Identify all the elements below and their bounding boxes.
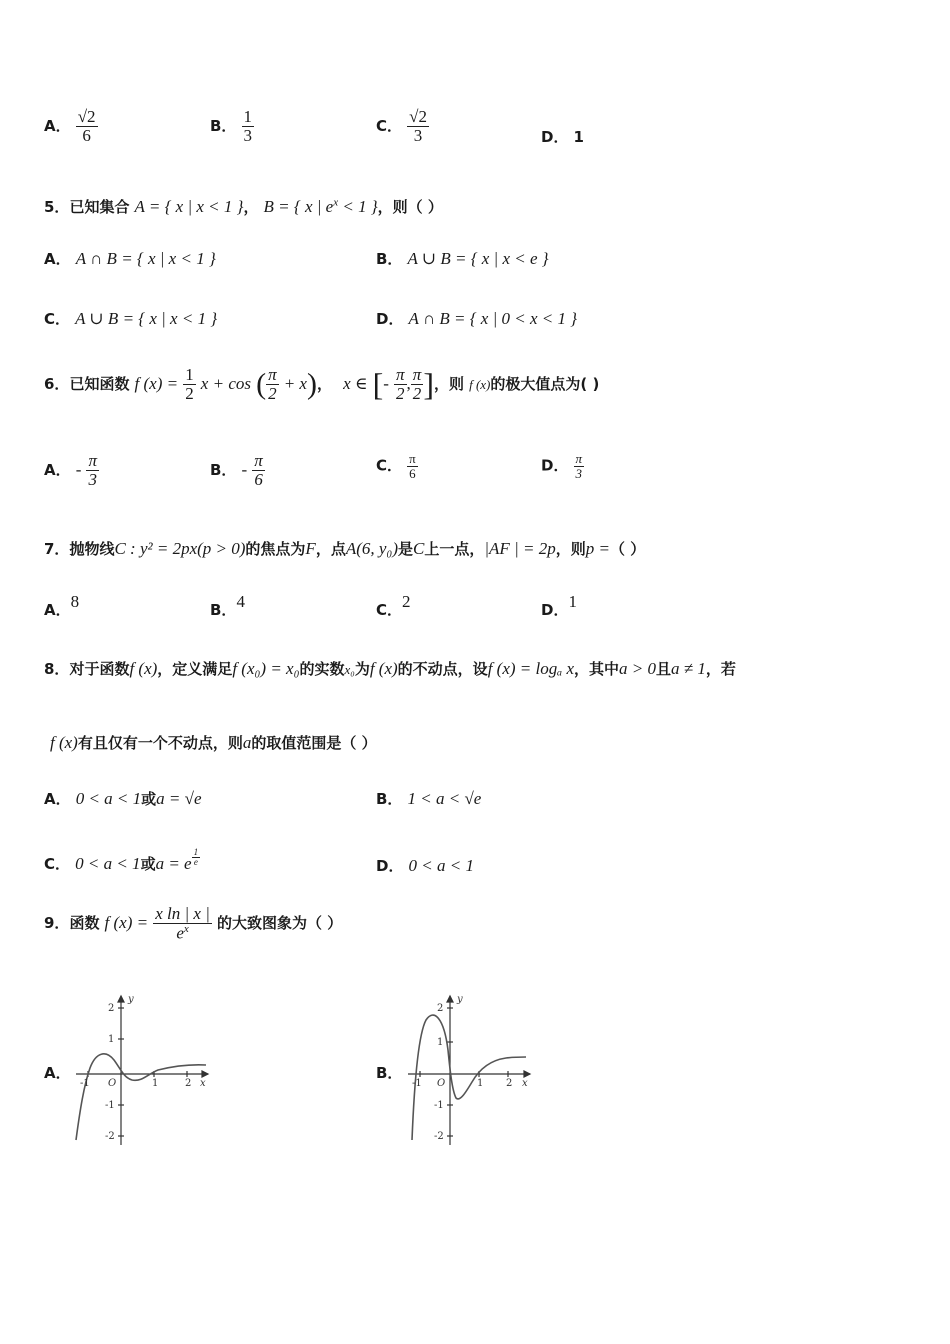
option-label: D．	[541, 128, 569, 146]
question-number: 9．	[44, 914, 70, 933]
q7-option-a[interactable]: A．8	[44, 592, 80, 619]
svg-text:2: 2	[506, 1078, 513, 1089]
question-number: 8．	[44, 660, 70, 678]
y-arrow	[447, 996, 453, 1002]
option-expr: A ∪ B = { x | x < e }	[407, 249, 549, 268]
q4-option-c[interactable]	[376, 108, 429, 145]
svg-text:-1: -1	[412, 1078, 422, 1089]
fraction: $\frac{√2}{6}$	[77, 107, 96, 145]
option-label: B．	[376, 790, 403, 808]
q4-option-a[interactable]	[44, 108, 98, 145]
fraction: $\frac{\pi}{2}$	[396, 365, 405, 403]
option-label: D．	[541, 456, 569, 475]
fraction: $\frac{\pi}{3}$	[88, 451, 97, 489]
y-arrow	[118, 996, 124, 1002]
graph-a[interactable]	[68, 990, 218, 1150]
q7-option-b[interactable]: B．4	[210, 592, 245, 619]
svg-text:-1: -1	[80, 1078, 90, 1089]
question-number: 5．	[44, 198, 70, 216]
option-expr: A ∩ B = { x | x < 1 }	[75, 249, 216, 268]
fraction: $\frac{\pi}{2}$	[412, 365, 422, 403]
q9-option-a[interactable]	[44, 1062, 71, 1083]
q8-stem: 8．对于函数f (x)，定义满足f (x₀) = x₀的实数x₀为f (x)的不动点，设f (x) = logₐ x，其中a > 0且a ≠ 1，若	[44, 659, 736, 678]
option-label: C．	[376, 116, 403, 135]
fraction: $\frac{\pi}{3}$	[575, 451, 583, 481]
fraction: $\frac{\pi}{2}$	[268, 365, 277, 403]
option-label: D．	[541, 601, 569, 619]
q4-option-d[interactable]	[541, 126, 584, 147]
option-label: C．	[44, 310, 71, 328]
svg-text:-2: -2	[434, 1131, 444, 1142]
q7-option-c[interactable]: C．2	[376, 592, 411, 619]
option-value: 1	[573, 128, 584, 146]
q8-stem-line2: f (x)有且仅有一个不动点，则a的取值范围是（ ）	[50, 733, 377, 752]
svg-text:2: 2	[437, 1003, 444, 1014]
option-label: D．	[376, 310, 404, 328]
fraction: $\frac{1}{3}$	[243, 107, 253, 145]
option-expr: A ∩ B = { x | 0 < x < 1 }	[408, 309, 578, 328]
svg-text:1: 1	[437, 1037, 444, 1048]
q6-option-c[interactable]	[376, 452, 418, 480]
option-label: A．	[44, 116, 71, 135]
question-number: 6．	[44, 375, 70, 393]
option-label: A．	[44, 1064, 71, 1082]
svg-text:2: 2	[108, 1003, 115, 1014]
q8-option-a[interactable]: A． 0 < a < 1或a = √e	[44, 789, 202, 808]
svg-text:1: 1	[477, 1078, 484, 1089]
option-label: B．	[376, 1064, 403, 1082]
q6-option-a[interactable]: A． - $\frac{\pi}{3}$	[44, 451, 97, 489]
q5-option-c[interactable]	[44, 308, 217, 329]
option-label: A．	[44, 790, 71, 808]
fraction: $\frac{\pi}{6}$	[254, 451, 263, 489]
q8-option-c[interactable]: C． 0 < a < 1或a = e $\frac{1}{e}$	[44, 847, 199, 873]
graph-b[interactable]	[402, 990, 552, 1150]
svg-text:y: y	[457, 994, 463, 1005]
q7-stem: 7．抛物线C : y² = 2px(p > 0)的焦点为F，点A(6, y₀)是C上一点，|AF | = 2p，则p =（ ）	[44, 539, 646, 558]
svg-text:x: x	[522, 1078, 528, 1089]
svg-text:O: O	[108, 1078, 117, 1089]
svg-text:-2: -2	[105, 1131, 115, 1142]
q5-option-a[interactable]	[44, 248, 216, 269]
q5-option-d[interactable]	[376, 308, 577, 329]
fraction: $\frac{√2}{3}$	[409, 107, 427, 145]
set-a: A = { x | x < 1 }	[134, 197, 244, 216]
fraction: $\frac{\pi}{6}$	[409, 451, 416, 481]
option-label: A．	[44, 460, 71, 479]
q6-stem: 6．已知函数 f (x) = $\frac{1}{2}$ x + cos ( $\frac{\pi}{2}$ + x)， x ∈ [- $\frac{\pi}{2}$ , $\frac{\pi}{2}$ ]，则 f (x)的极大值点为( )	[44, 365, 600, 403]
q4-option-b[interactable]	[210, 108, 254, 145]
question-number: 7．	[44, 540, 70, 558]
q9-stem: 9．函数 f (x) = $\frac{\text{x ln | x |}}{e^x}$ 的大致图象为（ ）	[44, 904, 343, 943]
option-label: B．	[210, 116, 237, 135]
option-label: B．	[210, 601, 237, 619]
fraction: $\frac{1}{2}$	[185, 365, 194, 403]
exponent-fraction: $\frac{1}{e}$	[193, 847, 199, 868]
option-label: A．	[44, 250, 71, 268]
svg-text:O: O	[437, 1078, 446, 1089]
option-label: C．	[376, 456, 403, 475]
q8-option-d[interactable]: D． 0 < a < 1	[376, 856, 474, 875]
q5-stem: 5．已知集合 A = { x | x < 1 }， B = { x | $e^x < 1$ }，则（ ）	[44, 196, 443, 216]
fraction: $\frac{\text{x ln | x |}}{e^x}$	[155, 904, 210, 943]
q6-option-b[interactable]: B． - $\frac{\pi}{6}$	[210, 451, 263, 489]
option-label: B．	[376, 250, 403, 268]
option-label: C．	[44, 855, 71, 873]
x-arrow	[202, 1071, 208, 1077]
svg-text:2: 2	[185, 1078, 192, 1089]
set-b: B = { x | $e^x < 1$ }	[263, 196, 378, 216]
curve	[76, 1054, 206, 1140]
option-label: D．	[376, 857, 404, 875]
option-expr: A ∪ B = { x | x < 1 }	[75, 309, 218, 328]
option-label: A．	[44, 601, 71, 619]
svg-text:1: 1	[108, 1034, 115, 1045]
svg-text:-1: -1	[434, 1100, 444, 1111]
q8-option-b[interactable]: B． 1 < a < √e	[376, 789, 482, 808]
q9-option-b[interactable]	[376, 1062, 402, 1083]
svg-text:1: 1	[152, 1078, 159, 1089]
q7-option-d[interactable]: D．1	[541, 592, 577, 619]
option-label: B．	[210, 460, 237, 479]
svg-text:y: y	[128, 994, 134, 1005]
option-label: C．	[376, 601, 403, 619]
q5-option-b[interactable]	[376, 248, 549, 269]
svg-text:x: x	[200, 1078, 206, 1089]
svg-text:-1: -1	[105, 1100, 115, 1111]
q6-option-d[interactable]	[541, 452, 584, 480]
x-arrow	[524, 1071, 530, 1077]
